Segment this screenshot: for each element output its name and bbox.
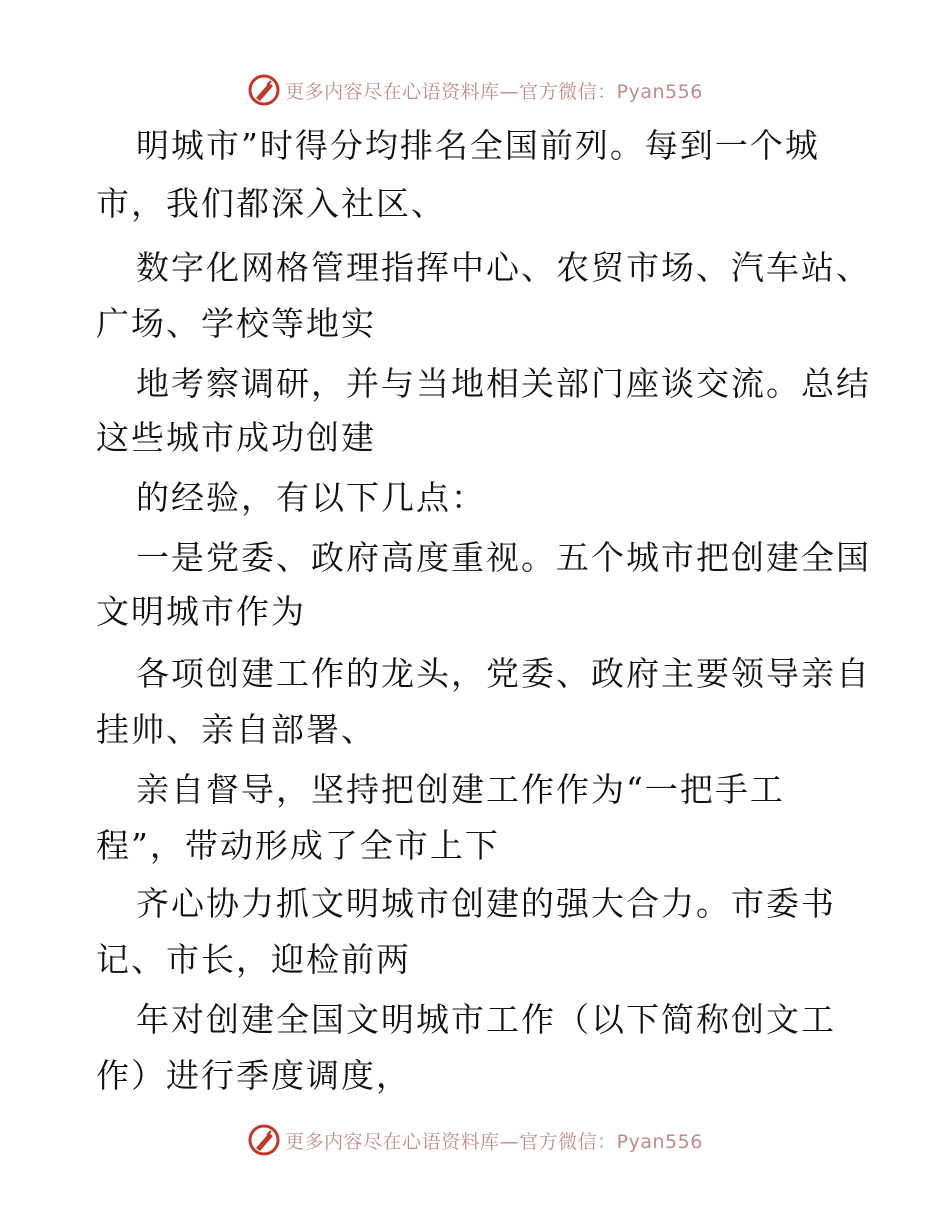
paragraph-line: 记、市长，迎检前两 — [96, 940, 411, 979]
paragraph-line: 文明城市作为 — [96, 592, 306, 631]
paragraph-line: 市，我们都深入社区、 — [96, 184, 446, 223]
header-watermark-banner — [0, 70, 950, 110]
paragraph-line: 数字化网格管理指挥中心、农贸市场、汽车站、 — [136, 248, 871, 287]
footer-watermark-banner — [0, 1120, 950, 1160]
watermark-text: 更多内容尽在心语资料库—官方微信：Pyan556 — [285, 80, 703, 103]
paragraph-line: 这些城市成功创建 — [96, 418, 376, 457]
paragraph-line: 地考察调研，并与当地相关部门座谈交流。总结 — [136, 364, 871, 403]
paragraph-line: 程”，带动形成了全市上下 — [96, 826, 500, 865]
paragraph-line: 作）进行季度调度， — [96, 1056, 411, 1095]
paragraph-line: 的经验，有以下几点： — [136, 478, 486, 517]
paragraph-line: 亲自督导，坚持把创建工作作为“一把手工 — [136, 770, 785, 809]
watermark-text: 更多内容尽在心语资料库—官方微信：Pyan556 — [285, 1130, 703, 1153]
paragraph-line: 一是党委、政府高度重视。五个城市把创建全国 — [136, 538, 871, 577]
pen-logo-icon — [247, 1123, 281, 1157]
paragraph-line: 各项创建工作的龙头，党委、政府主要领导亲自 — [136, 654, 871, 693]
paragraph-line: 挂帅、亲自部署、 — [96, 710, 376, 749]
paragraph-line: 齐心协力抓文明城市创建的强大合力。市委书 — [136, 884, 836, 923]
pen-logo-icon — [247, 73, 281, 107]
paragraph-line: 明城市”时得分均排名全国前列。每到一个城 — [136, 126, 820, 165]
paragraph-line: 广场、学校等地实 — [96, 304, 376, 343]
paragraph-line: 年对创建全国文明城市工作（以下简称创文工 — [136, 1000, 836, 1039]
